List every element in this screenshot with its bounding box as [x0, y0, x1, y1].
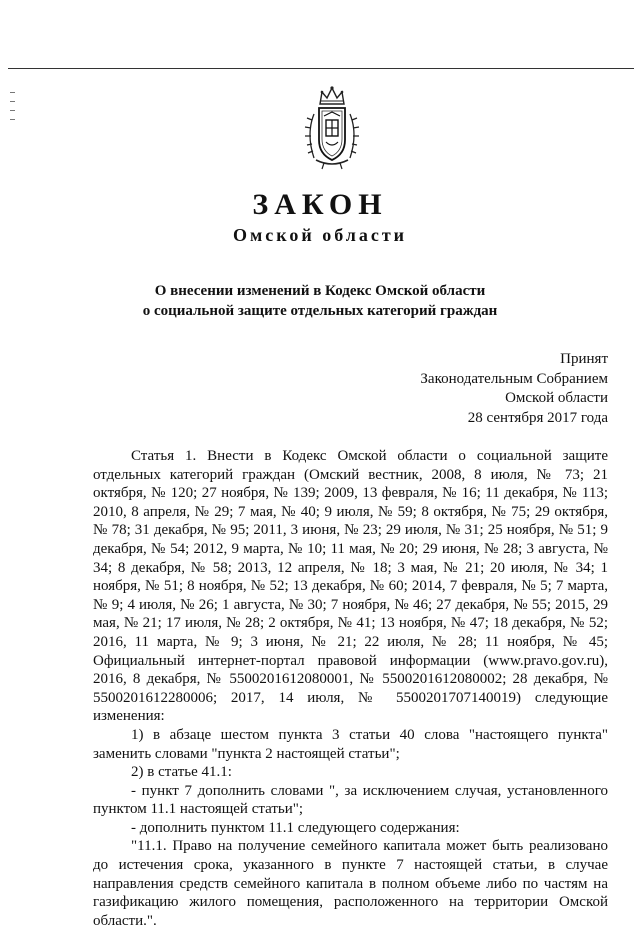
amendment-item-2b: - дополнить пунктом 11.1 следующего содержания:: [131, 819, 460, 836]
adoption-line: Омской области: [505, 390, 608, 406]
law-heading: [0, 281, 640, 321]
law-heading-line: О внесении изменений в Кодекс Омской области: [154, 283, 486, 299]
adoption-date: 28 сентября 2017 года: [467, 409, 608, 426]
law-body: [93, 447, 608, 930]
law-heading-line: о социальной защите отдельных категорий граждан: [142, 303, 498, 319]
amendment-item-2c: "11.1. Право на получение семейного капитала может быть реализовано до истечения срока, указанного в пункте 7 настоящей статьи, в случае направления средств семейного капитала в полном объеме либо по частям на газификацию жилого помещения, расположенного на территории Омской области.".: [93, 838, 608, 929]
adoption-block: [420, 350, 608, 428]
adoption-line: Принят: [560, 351, 608, 367]
adoption-line: Законодательным Собранием: [420, 370, 608, 387]
omsk-coat-of-arms-emblem: [302, 84, 362, 170]
header-rule: [8, 68, 634, 69]
document-type-title: ЗАКОН: [252, 188, 388, 221]
amendment-item-2a: - пункт 7 дополнить словами ", за исключением случая, установленного пунктом 11.1 настоящей статьи";: [93, 782, 608, 818]
amendment-item-2: 2) в статье 41.1:: [131, 764, 232, 781]
amendment-item-1: 1) в абзаце шестом пункта 3 статьи 40 слова "настоящего пункта" заменить словами "пункта 2 настоящей статьи";: [93, 726, 608, 762]
article-1-paragraph: Статья 1. Внести в Кодекс Омской области о социальной защите отдельных категорий граждан (Омский вестник, 2008, 8 июля, № 73; 21 октября, № 120; 27 ноября, № 139; 2009, 13 февраля, № 16; 11 декабря, № 113; 2010, 8 апреля, № 29; 7 мая, № 40; 9 июля, № 59; 8 октября, № 75; 29 октября, № 78; 31 декабря, № 95; 2011, 3 июня, № 23; 29 июля, № 31; 25 ноября, № 51; 9 декабря, № 54; 2012, 9 марта, № 10; 11 мая, № 20; 29 июня, № 28; 3 августа, № 34; 8 декабря, № 58; 2013, 12 апреля, № 18; 3 мая, № 21; 20 июля, № 34; 1 ноября, № 51; 8 ноября, № 52; 13 декабря, № 60; 2014, 7 февраля, № 5; 7 марта, № 9; 4 июля, № 26; 1 августа, № 30; 7 ноября, № 46; 27 декабря, № 55; 2015, 29 мая, № 21; 17 июля, № 28; 2 октября, № 41; 13 ноября, № 47; 18 декабря, № 52; 2016, 11 марта, № 9; 3 июня, № 21; 22 июля, № 28; 11 ноября, № 45; Официальный интернет-портал правовой информации (www.pravo.gov.ru), 2016, 8 декабря, № 5500201612080001, № 5500201612080002; 28 декабря, № 5500201612280006; 2017, 14 июля, № 5500201707140019) следующие изменения:: [93, 448, 608, 725]
region-subtitle: Омской области: [232, 225, 408, 245]
margin-marks: [10, 92, 20, 132]
